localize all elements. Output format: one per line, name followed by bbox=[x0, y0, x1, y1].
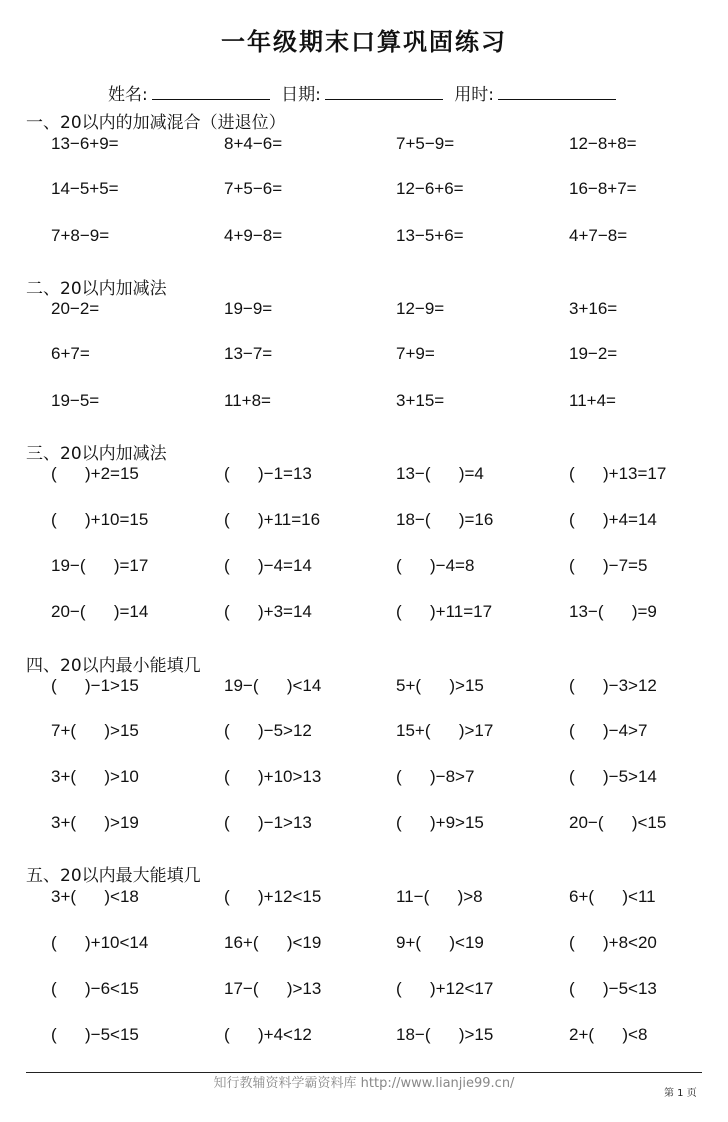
date-label: 日期: bbox=[281, 85, 321, 105]
page-title: 一年级期末口算巩固练习 bbox=[221, 28, 507, 56]
problem: 16+( )<19 bbox=[224, 933, 322, 952]
section-4-row bbox=[0, 676, 728, 700]
problem: ( )+12<17 bbox=[396, 979, 494, 998]
problem: 6+7= bbox=[51, 344, 90, 363]
problem: ( )−1>15 bbox=[51, 676, 139, 695]
section-2-row bbox=[0, 299, 728, 323]
problem: 8+4−6= bbox=[224, 134, 283, 153]
problem: ( )−4>7 bbox=[569, 721, 648, 740]
section-1-title: 一、20以内的加减混合（进退位） bbox=[26, 113, 286, 133]
section-5-row bbox=[0, 979, 728, 1003]
problem: 12−8+8= bbox=[569, 134, 637, 153]
problem: ( )−4=14 bbox=[224, 556, 312, 575]
problem: 12−9= bbox=[396, 299, 445, 318]
problem: 7+9= bbox=[396, 344, 435, 363]
problem: ( )−1>13 bbox=[224, 813, 312, 832]
section-2-row bbox=[0, 344, 728, 368]
problem: 19−5= bbox=[51, 391, 100, 410]
section-5-title: 五、20以内最大能填几 bbox=[26, 866, 201, 886]
problem: 3+( )>19 bbox=[51, 813, 139, 832]
problem: 13−5+6= bbox=[396, 226, 464, 245]
problem: ( )+8<20 bbox=[569, 933, 657, 952]
problem: 9+( )<19 bbox=[396, 933, 484, 952]
problem: 11+4= bbox=[569, 391, 616, 410]
problem: 18−( )=16 bbox=[396, 510, 494, 529]
problem: 16−8+7= bbox=[569, 179, 637, 198]
date-blank[interactable] bbox=[325, 85, 443, 100]
problem: ( )+12<15 bbox=[224, 887, 322, 906]
problem: ( )−6<15 bbox=[51, 979, 139, 998]
problem: 13−6+9= bbox=[51, 134, 119, 153]
section-3-row bbox=[0, 556, 728, 580]
problem: 3+( )>10 bbox=[51, 767, 139, 786]
problem: ( )−5>12 bbox=[224, 721, 312, 740]
problem: 20−( )=14 bbox=[51, 602, 149, 621]
section-3-row bbox=[0, 464, 728, 488]
problem: 4+7−8= bbox=[569, 226, 628, 245]
problem: 19−( )=17 bbox=[51, 556, 149, 575]
problem: ( )+2=15 bbox=[51, 464, 139, 483]
problem: ( )−8>7 bbox=[396, 767, 475, 786]
problem: ( )+3=14 bbox=[224, 602, 312, 621]
problem: 18−( )>15 bbox=[396, 1025, 494, 1044]
problem: 11−( )>8 bbox=[396, 887, 483, 906]
problem: 7+8−9= bbox=[51, 226, 110, 245]
section-4-title: 四、20以内最小能填几 bbox=[26, 656, 201, 676]
problem: ( )−4=8 bbox=[396, 556, 475, 575]
section-3-title: 三、20以内加减法 bbox=[26, 444, 167, 464]
problem: 7+5−9= bbox=[396, 134, 455, 153]
problem: 7+5−6= bbox=[224, 179, 283, 198]
problem: ( )+10=15 bbox=[51, 510, 149, 529]
problem: 5+( )>15 bbox=[396, 676, 484, 695]
section-2-row bbox=[0, 391, 728, 415]
problem: 14−5+5= bbox=[51, 179, 119, 198]
problem: ( )−3>12 bbox=[569, 676, 657, 695]
section-4-row bbox=[0, 721, 728, 745]
page-number: 第 1 页 bbox=[664, 1088, 697, 1099]
problem: 3+15= bbox=[396, 391, 445, 410]
section-1-row bbox=[0, 179, 728, 203]
problem: 7+( )>15 bbox=[51, 721, 139, 740]
problem: ( )−1=13 bbox=[224, 464, 312, 483]
section-4-row bbox=[0, 767, 728, 791]
problem: 3+16= bbox=[569, 299, 618, 318]
time-label: 用时: bbox=[454, 85, 495, 105]
problem: 2+( )<8 bbox=[569, 1025, 648, 1044]
name-label: 姓名: bbox=[108, 85, 148, 105]
section-5-row bbox=[0, 1025, 728, 1049]
problem: 6+( )<11 bbox=[569, 887, 656, 906]
problem: ( )−5<13 bbox=[569, 979, 657, 998]
problem: 20−2= bbox=[51, 299, 100, 318]
section-2-title: 二、20以内加减法 bbox=[26, 279, 167, 299]
footer-watermark: 知行教辅资料学霸资料库 http://www.lianjie99.cn/ bbox=[213, 1076, 515, 1091]
problem: ( )−5>14 bbox=[569, 767, 657, 786]
problem: ( )+13=17 bbox=[569, 464, 667, 483]
problem: 13−( )=9 bbox=[569, 602, 657, 621]
problem: ( )+10<14 bbox=[51, 933, 149, 952]
problem: ( )+11=16 bbox=[224, 510, 321, 529]
problem: 19−2= bbox=[569, 344, 618, 363]
problem: ( )+4<12 bbox=[224, 1025, 312, 1044]
time-blank[interactable] bbox=[498, 85, 616, 100]
name-blank[interactable] bbox=[152, 85, 270, 100]
section-1-row bbox=[0, 134, 728, 158]
problem: ( )+11=17 bbox=[396, 602, 493, 621]
section-3-row bbox=[0, 510, 728, 534]
student-info-line bbox=[108, 80, 622, 105]
problem: 11+8= bbox=[224, 391, 271, 410]
problem: ( )+9>15 bbox=[396, 813, 484, 832]
section-3-row bbox=[0, 602, 728, 626]
section-4-row bbox=[0, 813, 728, 837]
section-1-row bbox=[0, 226, 728, 250]
problem: ( )−5<15 bbox=[51, 1025, 139, 1044]
problem: ( )+4=14 bbox=[569, 510, 657, 529]
problem: 12−6+6= bbox=[396, 179, 464, 198]
problem: 19−( )<14 bbox=[224, 676, 322, 695]
problem: 13−7= bbox=[224, 344, 273, 363]
problem: 3+( )<18 bbox=[51, 887, 139, 906]
problem: 17−( )>13 bbox=[224, 979, 322, 998]
problem: 20−( )<15 bbox=[569, 813, 667, 832]
section-5-row bbox=[0, 933, 728, 957]
problem: 15+( )>17 bbox=[396, 721, 494, 740]
problem: ( )−7=5 bbox=[569, 556, 648, 575]
problem: ( )+10>13 bbox=[224, 767, 322, 786]
section-5-row bbox=[0, 887, 728, 911]
problem: 19−9= bbox=[224, 299, 273, 318]
problem: 4+9−8= bbox=[224, 226, 283, 245]
problem: 13−( )=4 bbox=[396, 464, 484, 483]
